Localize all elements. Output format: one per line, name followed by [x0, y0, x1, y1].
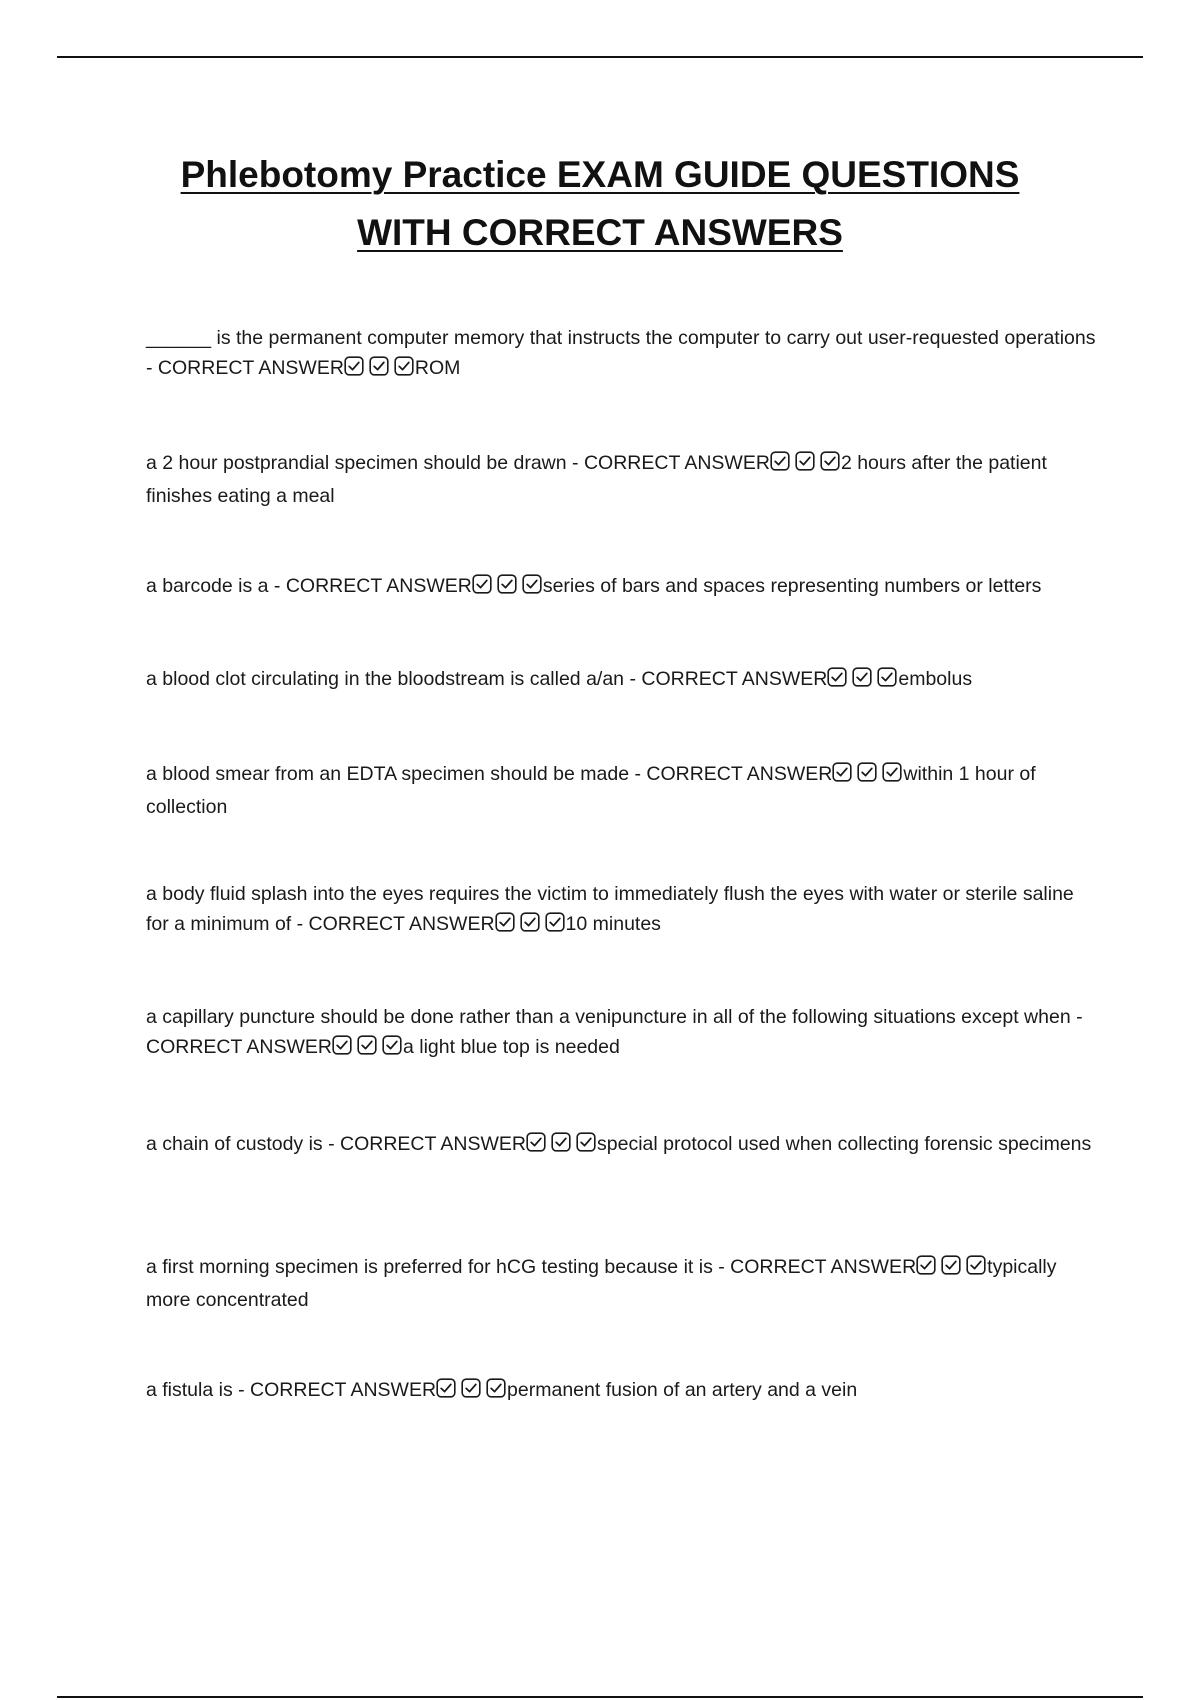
- question-text: a chain of custody is -: [146, 1133, 341, 1155]
- checked-box-icon: [857, 762, 877, 782]
- checked-box-icon: [495, 912, 515, 932]
- checked-box-icon: [486, 1378, 506, 1398]
- checked-box-icon: [941, 1255, 961, 1275]
- checked-box-icon: [576, 1132, 596, 1152]
- qa-item: [146, 1375, 1096, 1408]
- question-text: a blood clot circulating in the bloodstream is called a/an -: [146, 668, 642, 690]
- checked-box-icon: [394, 356, 414, 376]
- checked-box-icon: [852, 667, 872, 687]
- checked-box-icon: [882, 762, 902, 782]
- checked-box-icon: [332, 1035, 352, 1055]
- answer-marker: CORRECT ANSWER: [641, 668, 828, 690]
- checked-box-icon: [497, 574, 517, 594]
- answer-text: within 1 hour of collection: [146, 763, 1036, 818]
- answer-marker: CORRECT ANSWER: [308, 913, 495, 935]
- answer-marker: CORRECT ANSWER: [146, 1036, 332, 1058]
- answer-text: permanent fusion of an artery and a vein: [507, 1379, 858, 1401]
- check-marks: [770, 451, 841, 481]
- checked-box-icon: [795, 451, 815, 471]
- qa-item: [146, 664, 1096, 697]
- answer-text: 2 hours after the patient finishes eating a meal: [146, 452, 1047, 507]
- qa-item: [146, 759, 1096, 822]
- check-marks: [832, 762, 903, 792]
- check-marks: [526, 1132, 597, 1162]
- question-text: a fistula is -: [146, 1379, 251, 1401]
- qa-item: [146, 323, 1096, 386]
- answer-text: series of bars and spaces representing numbers or letters: [542, 575, 1042, 597]
- question-text: ______ is the permanent computer memory that instructs the computer to carry out user-requested operations -: [146, 327, 1096, 379]
- checked-box-icon: [551, 1132, 571, 1152]
- check-marks: [472, 574, 543, 604]
- answer-text: special protocol used when collecting forensic specimens: [597, 1133, 1092, 1155]
- qa-item: [146, 1252, 1096, 1315]
- checked-box-icon: [966, 1255, 986, 1275]
- checked-box-icon: [545, 912, 565, 932]
- check-marks: [332, 1035, 403, 1065]
- answer-text: a light blue top is needed: [403, 1036, 620, 1058]
- check-marks: [344, 356, 415, 386]
- document-title: [0, 146, 1200, 262]
- checked-box-icon: [522, 574, 542, 594]
- question-text: a barcode is a -: [146, 575, 286, 597]
- checked-box-icon: [436, 1378, 456, 1398]
- answer-marker: CORRECT ANSWER: [583, 452, 770, 474]
- checked-box-icon: [916, 1255, 936, 1275]
- checked-box-icon: [520, 912, 540, 932]
- checked-box-icon: [369, 356, 389, 376]
- bottom-rule: [57, 1696, 1143, 1698]
- title-line-1: Phlebotomy Practice EXAM GUIDE QUESTIONS: [180, 154, 1020, 195]
- answer-marker: CORRECT ANSWER: [250, 1379, 437, 1401]
- checked-box-icon: [461, 1378, 481, 1398]
- answer-marker: CORRECT ANSWER: [340, 1133, 527, 1155]
- answer-text: 10 minutes: [565, 913, 661, 935]
- checked-box-icon: [526, 1132, 546, 1152]
- question-text: a body fluid splash into the eyes requires the victim to immediately flush the eyes with water or sterile saline for a minimum of -: [146, 883, 1074, 935]
- question-text: a blood smear from an EDTA specimen should be made -: [146, 763, 647, 785]
- answer-text: typically more concentrated: [146, 1256, 1057, 1311]
- checked-box-icon: [770, 451, 790, 471]
- answer-marker: CORRECT ANSWER: [730, 1256, 917, 1278]
- check-marks: [436, 1378, 507, 1408]
- qa-item: [146, 1002, 1096, 1065]
- answer-text: embolus: [898, 668, 973, 690]
- question-text: a 2 hour postprandial specimen should be drawn -: [146, 452, 584, 474]
- qa-item: [146, 879, 1096, 942]
- checked-box-icon: [344, 356, 364, 376]
- checked-box-icon: [472, 574, 492, 594]
- question-text: a capillary puncture should be done rather than a venipuncture in all of the following situations except when -: [146, 1006, 1083, 1028]
- check-marks: [827, 667, 898, 697]
- answer-marker: CORRECT ANSWER: [157, 357, 344, 379]
- top-rule: [57, 56, 1143, 58]
- checked-box-icon: [820, 451, 840, 471]
- qa-item: [146, 1129, 1096, 1162]
- answer-marker: CORRECT ANSWER: [646, 763, 833, 785]
- check-marks: [495, 912, 566, 942]
- answer-marker: CORRECT ANSWER: [285, 575, 472, 597]
- question-text: a first morning specimen is preferred for hCG testing because it is -: [146, 1256, 731, 1278]
- qa-item: [146, 571, 1096, 604]
- answer-text: ROM: [414, 357, 461, 379]
- checked-box-icon: [832, 762, 852, 782]
- checked-box-icon: [357, 1035, 377, 1055]
- qa-item: [146, 448, 1096, 511]
- checked-box-icon: [877, 667, 897, 687]
- checked-box-icon: [382, 1035, 402, 1055]
- checked-box-icon: [827, 667, 847, 687]
- title-line-2: WITH CORRECT ANSWERS: [357, 212, 843, 253]
- check-marks: [916, 1255, 987, 1285]
